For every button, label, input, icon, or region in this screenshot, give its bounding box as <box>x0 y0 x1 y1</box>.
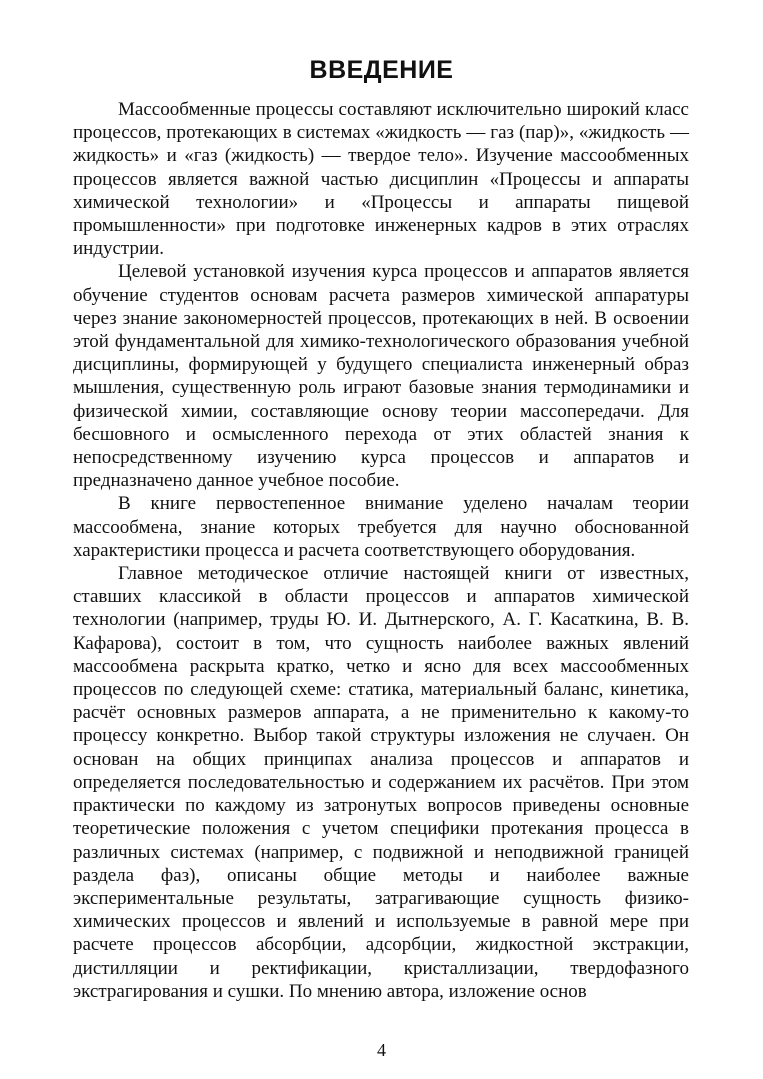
page-number: 4 <box>377 1040 386 1060</box>
paragraph: В книге первостепенное внимание уделено началам теории массообмена, знание которых требуется для научно обоснованной характеристики процесса и расчета соответствующего оборудования. <box>73 493 689 561</box>
body-text <box>73 98 689 1003</box>
paragraph: Массообменные процессы составляют исключительно широкий класс процессов, протекающих в системах «жидкость — газ (пар)», «жидкость — жидкость» и «газ (жидкость) — твердое тело». Изучение массообменных процессов является важной частью дисциплин «Процессы и аппараты химической технологии» и «Процессы и аппараты пищевой промышленности» при подготовке инженерных кадров в этих отраслях индустрии. <box>73 99 689 260</box>
paragraph: Главное методическое отличие настоящей книги от известных, ставших классикой в области процессов и аппаратов химической технологии (например, труды Ю. И. Дытнерского, А. Г. Касаткина, В. В. Кафарова), состоит в том, что сущность наиболее важных явлений массообмена раскрыта кратко, четко и ясно для всех массообменных процессов по следующей схеме: статика, материальный баланс, кинетика, расчёт основных размеров аппарата, а не применительно к какому-то процессу конкретно. Выбор такой структуры изложения не случаен. Он основан на общих принципах анализа процессов и аппаратов и определяется последовательностью и содержанием их расчётов. При этом практически по каждому из затронутых вопросов приведены основные теоретические положения с учетом специфики протекания процесса в различных системах (например, с подвижной и неподвижной границей раздела фаз), описаны общие методы и наиболее важные экспериментальные результаты, затрагивающие сущность физико-химических процессов и явлений и используемые в равной мере при расчете процессов абсорбции, адсорбции, жидкостной экстракции, дистилляции и ректификации, кристаллизации, твердофазного экстрагирования и сушки. По мнению автора, изложение основ <box>73 563 689 1002</box>
paragraph: Целевой установкой изучения курса процессов и аппаратов является обучение студентов основам расчета размеров химической аппаратуры через знание закономерностей процессов, протекающих в ней. В освоении этой фундаментальной для химико-технологического образования учебной дисциплины, формирующей у будущего специалиста инженерный образ мышления, существенную роль играют базовые знания термодинамики и физической химии, составляющие основу теории массопередачи. Для бесшовного и осмысленного перехода от этих областей знания к непосредственному изучению курса процессов и аппаратов и предназначено данное учебное пособие. <box>73 261 689 492</box>
chapter-title: ВВЕДЕНИЕ <box>309 56 454 84</box>
